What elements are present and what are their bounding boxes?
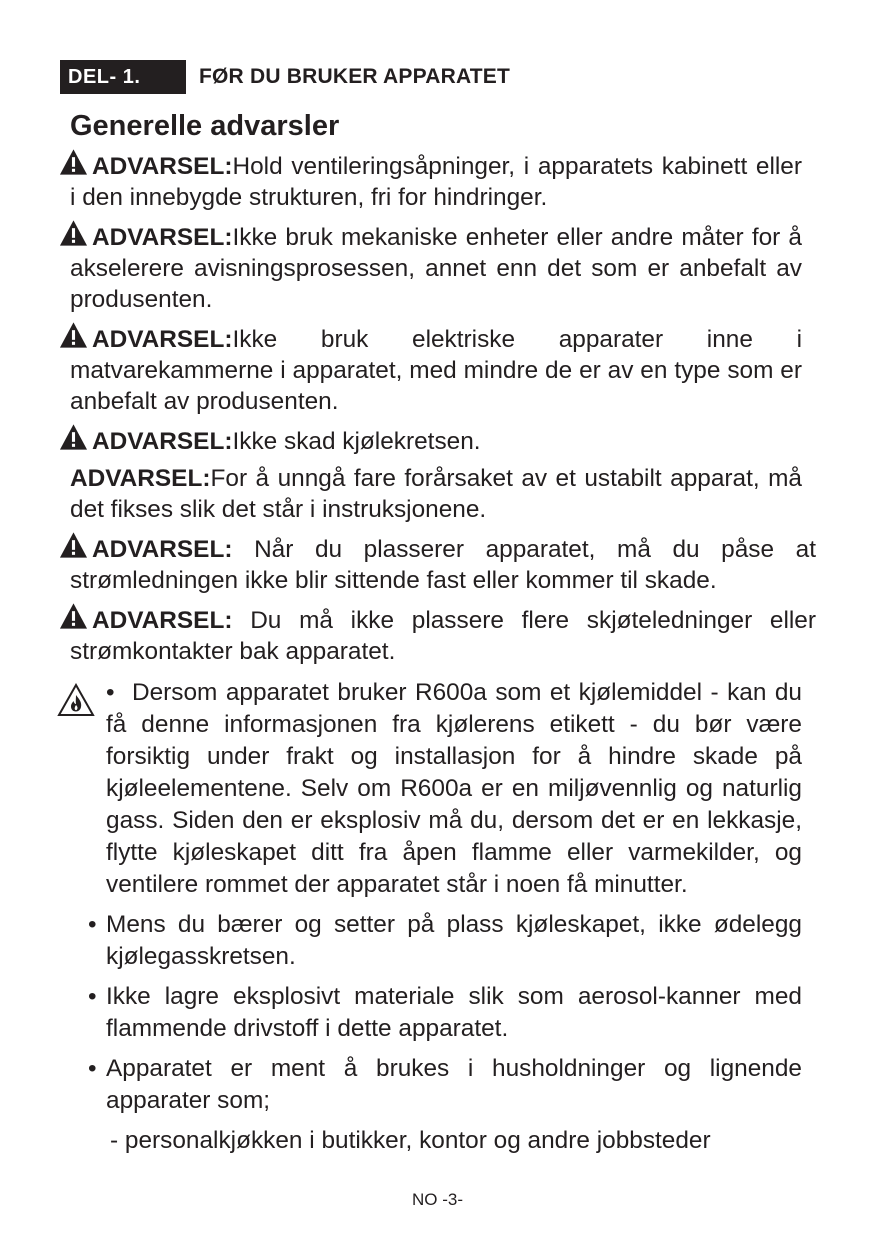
warning-2 [70, 219, 802, 315]
warning-triangle-icon [59, 219, 88, 247]
section-header [60, 60, 510, 94]
warning-text: Ikke skad kjølekretsen. [232, 428, 481, 455]
warning-text: Hold ventileringsåpninger, i apparatets kabinett eller i den innebygde strukturen, fri for hindringer. [70, 153, 802, 211]
page-content [70, 108, 816, 1157]
warning-6 [70, 531, 816, 596]
bullet-dot: • [88, 983, 97, 1010]
dash-list-item: - personalkjøkken i butikker, kontor og andre jobbsteder [110, 1127, 711, 1154]
warning-text: Ikke bruk mekaniske enheter eller andre måter for å akselerere avisningsprosessen, annet enn det som er anbefalt av produsenten. [70, 224, 802, 313]
warning-label: ADVARSEL: [92, 224, 233, 251]
warning-label: ADVARSEL: [92, 326, 233, 353]
list-item [70, 677, 802, 901]
warning-triangle-icon [59, 423, 88, 451]
list-item [70, 1053, 802, 1117]
section-number-badge: DEL- 1. [60, 60, 186, 94]
list-item-text: Mens du bærer og setter på plass kjøleskapet, ikke ødelegg kjølegasskretsen. [106, 911, 802, 970]
warning-label: ADVARSEL: [92, 607, 233, 634]
warning-text: Du må ikke plassere flere skjøteledninger eller strømkontakter bak apparatet. [70, 607, 816, 665]
flammable-section [70, 677, 816, 1157]
list-item-text: Apparatet er ment å brukes i husholdninger og lignende apparater som; [106, 1055, 802, 1114]
warning-5 [70, 463, 802, 525]
warning-3 [70, 321, 802, 417]
warning-1 [70, 148, 802, 213]
bullet-dot: • [88, 911, 97, 938]
list-item [70, 981, 802, 1045]
section-title: FØR DU BRUKER APPARATET [199, 65, 511, 88]
list-item-text: Ikke lagre eksplosivt materiale slik som aerosol-kanner med flammende drivstoff i dette apparatet. [106, 983, 802, 1042]
warning-7 [70, 602, 816, 667]
list-item [70, 909, 802, 973]
warning-text: Når du plasserer apparatet, må du påse at strømledningen ikke blir sittende fast eller kommer til skade. [70, 536, 816, 594]
warning-triangle-icon [59, 531, 88, 559]
list-item-text: Dersom apparatet bruker R600a som et kjølemiddel - kan du få denne informasjonen fra kjølerens etikett - du bør være forsiktig under frakt og installasjon for å hindre skade på kjøleelementene. Selv om R600a er en miljøvennlig og naturlig gass. Siden den er eksplosiv må du, dersom det er en lekkasje, flytte kjøleskapet ditt fra åpen flamme eller varmekilder, og ventilere rommet der apparatet står i noen få minutter. [106, 679, 802, 898]
warning-text: Ikke bruk elektriske apparater inne i matvarekammerne i apparatet, med mindre de er av en type som er anbefalt av produsenten. [70, 326, 802, 415]
warning-label: ADVARSEL: [92, 536, 233, 563]
page-number: NO -3- [412, 1190, 463, 1209]
warning-triangle-icon [59, 602, 88, 630]
bullet-dot: • [106, 679, 115, 706]
warning-label: ADVARSEL: [92, 153, 233, 180]
warning-text: For å unngå fare forårsaket av et ustabilt apparat, må det fikses slik det står i instruksjonene. [70, 465, 802, 523]
warning-label: ADVARSEL: [70, 465, 211, 492]
warning-label: ADVARSEL: [92, 428, 233, 455]
warning-triangle-icon [59, 321, 88, 349]
warning-4 [70, 423, 802, 457]
warning-triangle-icon [59, 148, 88, 176]
flammable-bullet-list [70, 677, 816, 1117]
page-heading: Generelle advarsler [70, 110, 340, 142]
bullet-dot: • [88, 1055, 97, 1082]
